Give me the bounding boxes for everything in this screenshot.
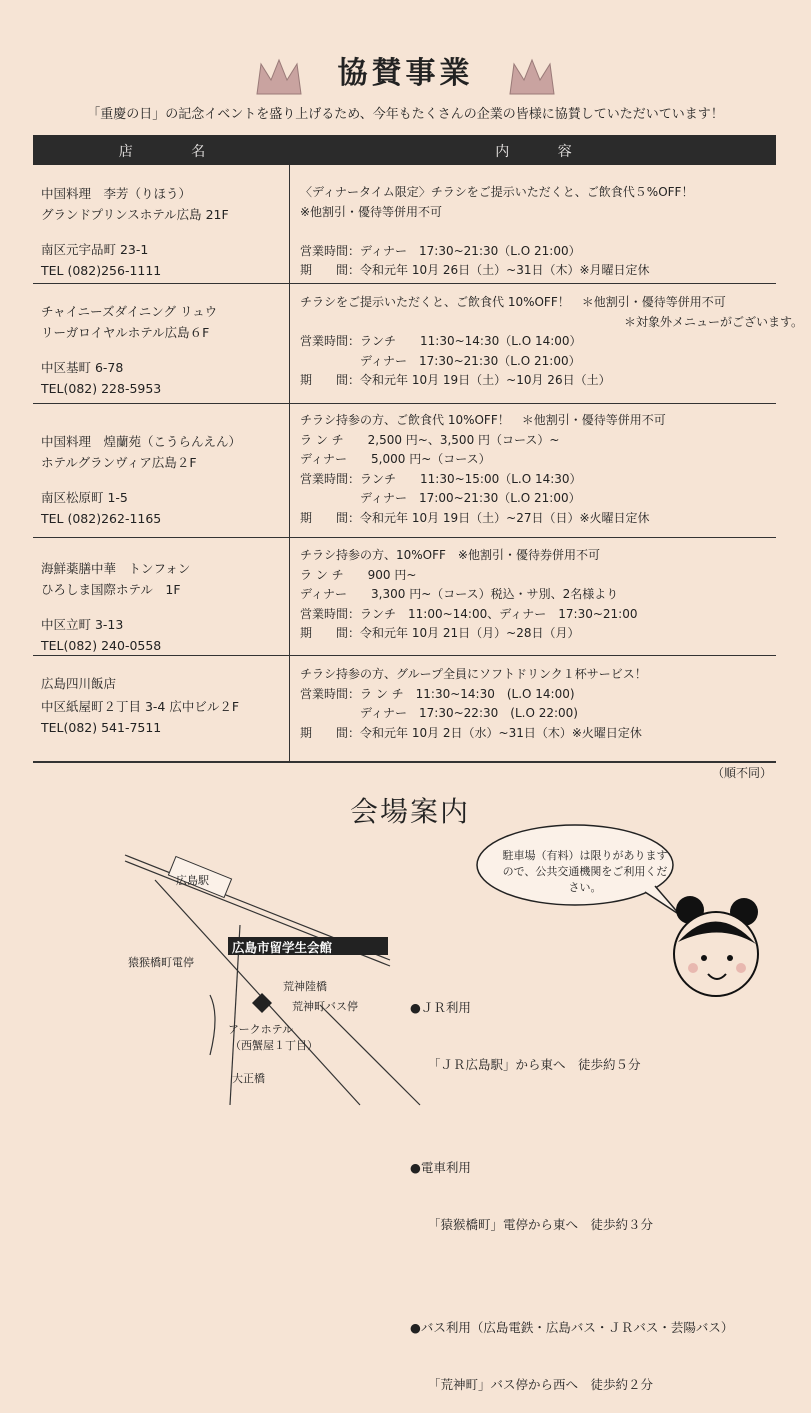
shop-tel: TEL(082) 541-7511 <box>41 720 162 735</box>
table-header <box>33 135 776 165</box>
shop-info <box>41 301 217 399</box>
shop-tel: TEL(082) 228-5953 <box>41 381 162 396</box>
shop-location: グランドプリンスホテル広島 21F <box>41 207 229 222</box>
page-title: 協賛事業 <box>337 56 474 91</box>
map-station-label: 広島駅 <box>176 874 209 887</box>
header-shop-name: 店 名 <box>118 144 208 160</box>
shop-name: チャイニーズダイニング リュウ <box>41 304 218 319</box>
parking-notice: 駐車場（有料）は限りがありますので、公共交通機関をご利用ください。 <box>502 849 668 894</box>
shop-name: 広島四川飯店 <box>41 676 117 691</box>
shop-info <box>41 183 229 281</box>
table-row <box>33 411 776 536</box>
access-bus: ●バス利用（広島電鉄・広島バス・ＪＲバス・芸陽バス） <box>410 1320 734 1335</box>
map-tram-stop: 猿猴橋町電停 <box>128 956 194 969</box>
row-divider <box>33 537 776 538</box>
map-hotel: アークホテル <box>228 1023 294 1036</box>
shop-tel: TEL (082)262-1165 <box>41 511 162 526</box>
shop-content: チラシ持参の方、10%OFF ※他割引・優待券併用不可 ラ ン チ 900 円~ ディナー 3,300 円~（コース）税込・サ別、2名様より 営業時間：ランチ 11:00~14:00、ディナー 17:30~21:00 期 間：令和元年 10月 21日（月）~28日（月） <box>300 548 638 640</box>
shop-name: 中国料理 煌蘭苑（こうらんえん） <box>41 434 242 449</box>
shop-info <box>41 431 241 529</box>
table-row <box>33 183 776 283</box>
shop-location: ひろしま国際ホテル 1F <box>41 582 181 597</box>
map-hotel-sub: （西蟹屋１丁目） <box>230 1039 318 1052</box>
shop-name: 海鮮薬膳中華 トンフォン <box>41 561 191 576</box>
table-row <box>33 665 776 760</box>
access-jr-detail: 「ＪＲ広島駅」から東へ 徒歩約５分 <box>428 1057 641 1072</box>
map-venue-label: 広島市留学生会館 <box>232 940 333 955</box>
shop-content: チラシをご提示いただくと、ご飲食代 10%OFF！ ＊他割引・優待等併用不可 ＊対象外メニューがございます。 営業時間：ランチ 11:30~14:30（L.O 14:00） ディナー 17:30~21:30（L.O 21:00） 期 間：令和元年 10月 19日（土）~10月 26日（土） <box>300 295 804 387</box>
map-bridge-1: 荒神陸橋 <box>283 980 327 993</box>
shop-location: リーガロイヤルホテル広島６F <box>41 325 210 340</box>
map-bus-stop: 荒神町バス停 <box>292 1000 358 1013</box>
shop-location: ホテルグランヴィア広島２F <box>41 455 197 470</box>
girl-face-icon <box>660 892 770 1002</box>
shop-address: 中区基町 6-78 <box>41 360 124 375</box>
table-row <box>33 293 804 403</box>
row-divider <box>33 403 776 404</box>
venue-title: 会場案内 <box>350 795 471 828</box>
shop-info <box>41 558 190 656</box>
access-jr: ●ＪＲ利用 <box>410 1000 471 1015</box>
access-bus-detail: 「荒神町」バス停から西へ 徒歩約２分 <box>428 1377 654 1392</box>
shop-name: 中国料理 李芳（りほう） <box>41 186 192 201</box>
table-bottom-line <box>33 761 776 763</box>
shop-address: 南区松原町 1-5 <box>41 490 128 505</box>
shop-content: チラシ持参の方、グループ全員にソフトドリンク１杯サービス！ 営業時間：ラ ン チ 11:30~14:30 (L.O 14:00) ディナー 17:30~22:30 (L.O 22:00) 期 間：令和元年 10月 2日（水）~31日（木）※火曜日定休 <box>300 667 647 740</box>
header-content: 内 容 <box>495 144 574 160</box>
shop-content: チラシ持参の方、ご飲食代 10%OFF！ ＊他割引・優待等併用不可 ラ ン チ 2,500 円~、3,500 円（コース）~ ディナー 5,000 円~（コース） 営業時間：ランチ 11:30~15:00（L.O 14:30） ディナー 17:00~21:30（L.O 21:00） 期 間：令和元年 10月 19日（土）~27日（日）※火曜日定休 <box>300 413 666 525</box>
order-note: （順不同） <box>712 766 773 780</box>
row-divider <box>33 655 776 656</box>
shop-address: 南区元宇品町 23-1 <box>41 242 149 257</box>
shop-info <box>41 673 239 738</box>
access-tram: ●電車利用 <box>410 1160 471 1175</box>
shop-content: 〈ディナータイム限定〉チラシをご提示いただくと、ご飲食代５%OFF！ ※他割引・優待等併用不可 営業時間：ディナー 17:30~21:30（L.O 21:00） 期 間：令和元年 10月 26日（土）~31日（木）※月曜日定休 <box>300 185 694 277</box>
shop-tel: TEL(082) 240-0558 <box>41 638 162 653</box>
row-divider <box>33 283 776 284</box>
table-row <box>33 546 776 656</box>
shop-address: 中区立町 3-13 <box>41 617 124 632</box>
shop-address: 中区紙屋町２丁目 3-4 広中ビル２F <box>41 699 240 714</box>
map-bridge-2: 大正橋 <box>232 1072 265 1085</box>
access-tram-detail: 「猿猴橋町」電停から東へ 徒歩約３分 <box>428 1217 654 1232</box>
access-info <box>410 960 733 1413</box>
intro-text: 「重慶の日」の記念イベントを盛り上げるため、今年もたくさんの企業の皆様に協賛していただいています！ <box>87 107 724 122</box>
shop-tel: TEL (082)256-1111 <box>41 263 162 278</box>
